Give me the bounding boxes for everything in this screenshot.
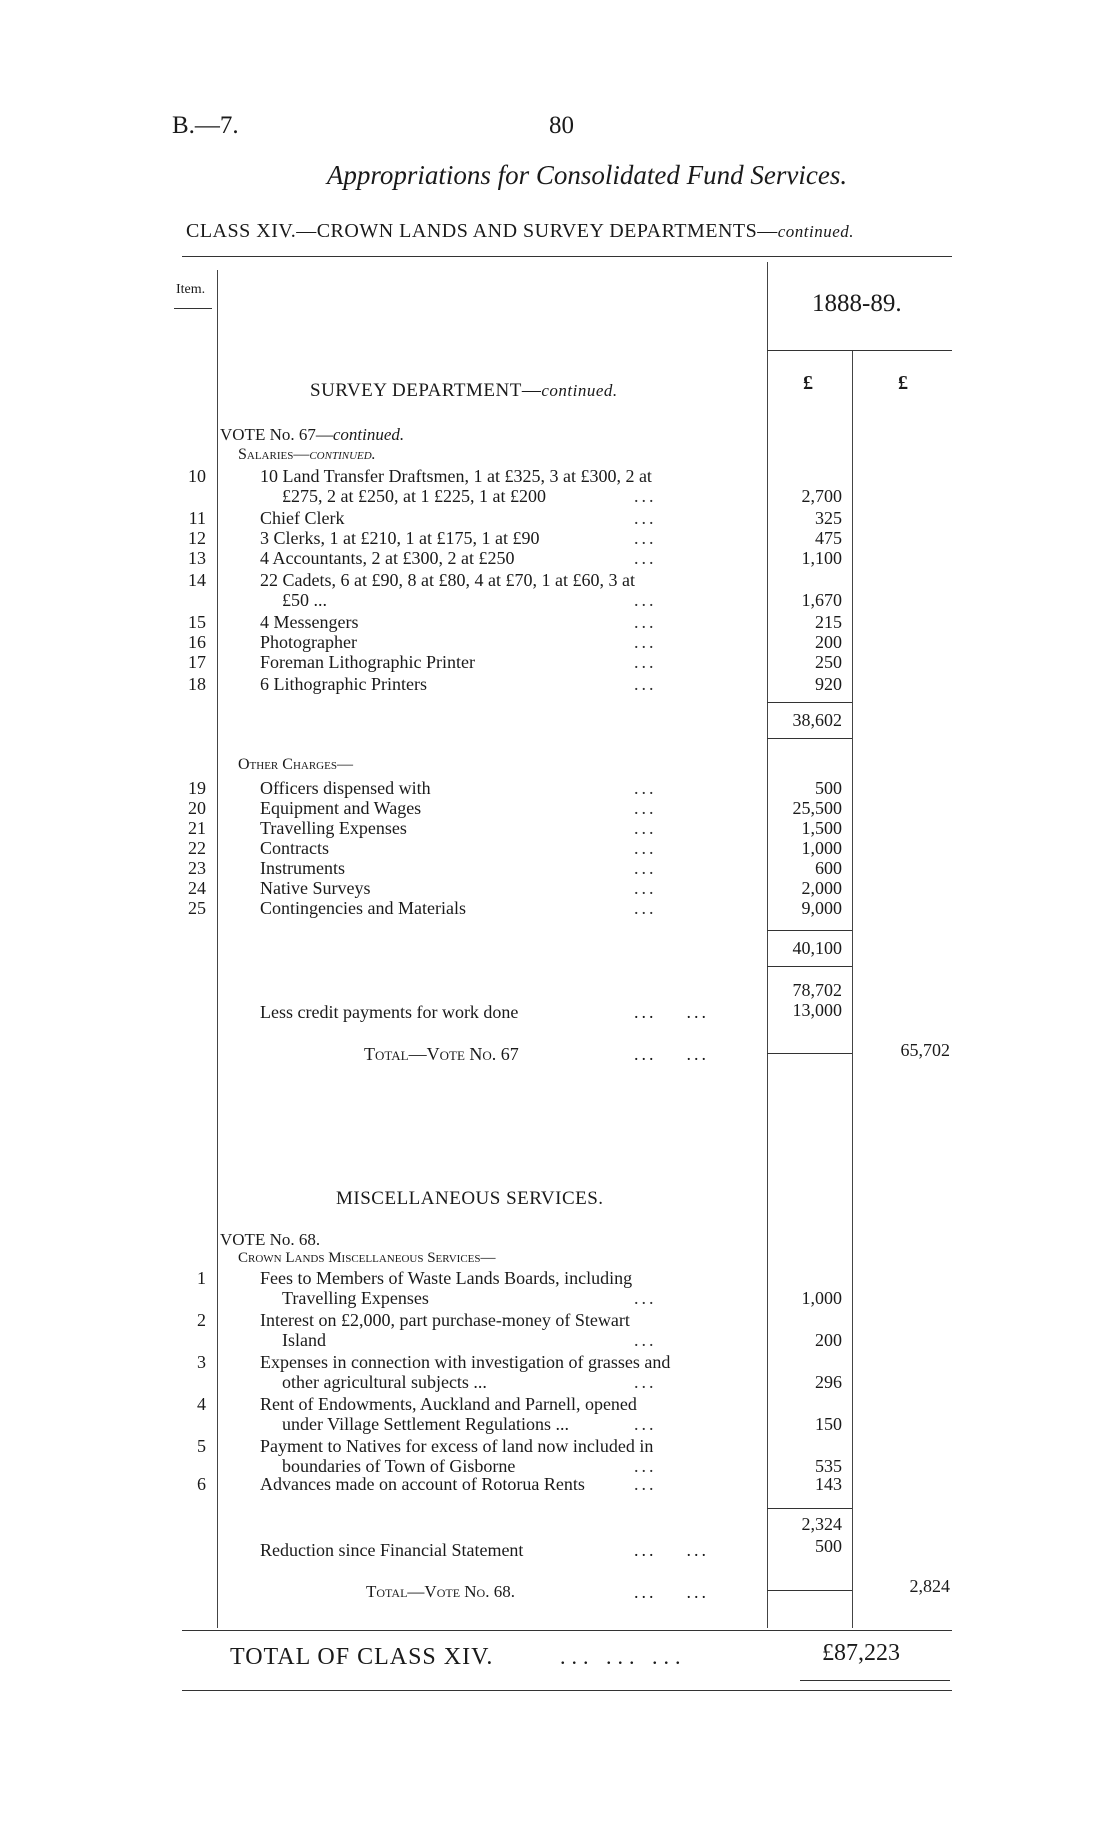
leader-dots: ... bbox=[634, 612, 657, 632]
item-description: 22 Cadets, 6 at £90, 8 at £80, 4 at £70, 1 at £60, 3 at bbox=[260, 570, 635, 590]
item-heading-rule bbox=[174, 308, 212, 309]
vote-67-label bbox=[220, 425, 404, 445]
item-description: Interest on £2,000, part purchase-money of Stewart bbox=[260, 1310, 630, 1330]
item-description-continued: £275, 2 at £250, at 1 £225, 1 at £200 bbox=[282, 486, 546, 506]
other-charge-row bbox=[0, 798, 1114, 819]
item-amount: 215 bbox=[815, 612, 842, 632]
class-total-label: TOTAL OF CLASS XIV. bbox=[230, 1644, 494, 1670]
survey-heading-suffix: continued. bbox=[541, 381, 618, 400]
misc-row-line1 bbox=[0, 1352, 1114, 1373]
other-charge-row bbox=[0, 858, 1114, 879]
item-description: Equipment and Wages bbox=[260, 798, 422, 818]
item-number: 17 bbox=[188, 652, 206, 672]
leader-dots: ... bbox=[634, 778, 657, 798]
year-header: 1888-89. bbox=[812, 290, 902, 317]
leader-dots: ... bbox=[634, 590, 657, 610]
item-number: 18 bbox=[188, 674, 206, 694]
pound-header-2: £ bbox=[898, 372, 908, 394]
vote-68-total-label: Total—Vote No. 68. bbox=[366, 1582, 515, 1601]
vote-67-text: VOTE No. 67— bbox=[220, 425, 333, 444]
other-charges-total: 40,100 bbox=[792, 938, 842, 958]
year-rule bbox=[767, 350, 952, 351]
salary-row-line1 bbox=[0, 466, 1114, 487]
misc-row-line2 bbox=[0, 1372, 1114, 1393]
salary-row bbox=[0, 674, 1114, 695]
page-number: 80 bbox=[549, 112, 574, 139]
vote-67-total-rule bbox=[767, 1053, 852, 1054]
leader-dots: ... bbox=[634, 486, 657, 506]
leader-dots: ... bbox=[634, 898, 657, 918]
item-amount: 1,000 bbox=[801, 1288, 842, 1308]
misc-row-line1 bbox=[0, 1268, 1114, 1289]
other-charge-row bbox=[0, 818, 1114, 839]
salary-row-line2 bbox=[0, 486, 1114, 507]
item-number: 15 bbox=[188, 612, 206, 632]
misc-subtotal: 2,324 bbox=[801, 1514, 842, 1534]
item-amount: 296 bbox=[815, 1372, 842, 1392]
item-amount: 535 bbox=[815, 1456, 842, 1476]
item-number: 2 bbox=[197, 1310, 206, 1330]
item-description: Native Surveys bbox=[260, 878, 371, 898]
item-description: 4 Accountants, 2 at £300, 2 at £250 bbox=[260, 548, 515, 568]
vote-68-total-rule bbox=[767, 1590, 852, 1591]
item-amount: 1,000 bbox=[801, 838, 842, 858]
vote-67-suffix: continued. bbox=[332, 425, 405, 444]
item-description: 4 Messengers bbox=[260, 612, 359, 632]
leader-dots: ... bbox=[634, 1288, 657, 1308]
other-total-rule-top bbox=[767, 930, 852, 931]
item-amount: 200 bbox=[815, 1330, 842, 1350]
other-total-rule-bottom bbox=[767, 966, 852, 967]
salary-row-line1 bbox=[0, 570, 1114, 591]
class-total-dots: ... ... ... bbox=[560, 1644, 687, 1669]
item-description-continued: other agricultural subjects ... bbox=[282, 1372, 487, 1392]
item-amount: 1,500 bbox=[801, 818, 842, 838]
item-description: Expenses in connection with investigation of grasses and bbox=[260, 1352, 671, 1372]
document-reference: B.—7. bbox=[172, 112, 239, 139]
item-column-header: Item. bbox=[176, 282, 206, 297]
misc-heading: MISCELLANEOUS SERVICES. bbox=[336, 1188, 604, 1209]
other-charge-row bbox=[0, 878, 1114, 899]
item-description: Instruments bbox=[260, 858, 345, 878]
vote-68-label: VOTE No. 68. bbox=[220, 1230, 321, 1249]
item-number: 14 bbox=[188, 570, 206, 590]
item-number: 23 bbox=[188, 858, 206, 878]
item-amount: 500 bbox=[815, 778, 842, 798]
item-number: 13 bbox=[188, 548, 206, 568]
item-number: 1 bbox=[197, 1268, 206, 1288]
salary-row-line2 bbox=[0, 590, 1114, 611]
salaries-total-rule-bottom bbox=[767, 738, 852, 739]
item-number: 25 bbox=[188, 898, 206, 918]
item-description: Rent of Endowments, Auckland and Parnell, opened bbox=[260, 1394, 637, 1414]
salary-row bbox=[0, 612, 1114, 633]
item-amount: 2,700 bbox=[801, 486, 842, 506]
item-amount: 25,500 bbox=[792, 798, 842, 818]
item-number: 4 bbox=[197, 1394, 206, 1414]
leader-dots: ... bbox=[634, 674, 657, 694]
item-description: Travelling Expenses bbox=[260, 818, 407, 838]
item-number: 16 bbox=[188, 632, 206, 652]
misc-row-line1 bbox=[0, 1310, 1114, 1331]
less-credit-dots: ... ... bbox=[634, 1002, 709, 1022]
salary-row bbox=[0, 548, 1114, 569]
leader-dots: ... bbox=[634, 1330, 657, 1350]
vote-68-total-dots: ... ... bbox=[634, 1582, 709, 1602]
item-description: 6 Lithographic Printers bbox=[260, 674, 427, 694]
class-total-rule-bottom bbox=[182, 1690, 952, 1691]
item-description-continued: £50 ... bbox=[282, 590, 327, 610]
leader-dots: ... bbox=[634, 1474, 657, 1494]
misc-subtotal-rule bbox=[767, 1508, 852, 1509]
item-description-continued: under Village Settlement Regulations ... bbox=[282, 1414, 570, 1434]
item-description: Chief Clerk bbox=[260, 508, 345, 528]
combined-total: 78,702 bbox=[792, 980, 842, 1000]
other-charges-heading: Other Charges— bbox=[238, 756, 353, 773]
misc-row-line1 bbox=[0, 1436, 1114, 1457]
item-number: 12 bbox=[188, 528, 206, 548]
item-description: Payment to Natives for excess of land now included in bbox=[260, 1436, 654, 1456]
survey-heading-text: SURVEY DEPARTMENT— bbox=[310, 380, 542, 401]
leader-dots: ... bbox=[634, 528, 657, 548]
pound-header-1: £ bbox=[803, 372, 813, 394]
vote-67-total: 65,702 bbox=[900, 1040, 950, 1060]
item-amount: 1,100 bbox=[801, 548, 842, 568]
class-title-suffix: continued. bbox=[777, 222, 855, 241]
misc-row bbox=[0, 1474, 1114, 1495]
item-amount: 200 bbox=[815, 632, 842, 652]
class-heading bbox=[186, 220, 854, 243]
salaries-total: 38,602 bbox=[792, 710, 842, 730]
item-number: 11 bbox=[188, 508, 206, 528]
other-charge-row bbox=[0, 778, 1114, 799]
class-total-rule-mid bbox=[800, 1680, 950, 1681]
salary-row bbox=[0, 632, 1114, 653]
class-total-rule-top bbox=[182, 1630, 952, 1631]
reduction-amount: 500 bbox=[815, 1536, 842, 1556]
salary-row bbox=[0, 528, 1114, 549]
item-description: Advances made on account of Rotorua Rents bbox=[260, 1474, 585, 1494]
leader-dots: ... bbox=[634, 858, 657, 878]
reduction-dots: ... ... bbox=[634, 1540, 709, 1560]
misc-row-line2 bbox=[0, 1288, 1114, 1309]
reduction-label: Reduction since Financial Statement bbox=[260, 1540, 524, 1560]
item-description: Fees to Members of Waste Lands Boards, including bbox=[260, 1268, 633, 1288]
item-amount: 475 bbox=[815, 528, 842, 548]
item-amount: 9,000 bbox=[801, 898, 842, 918]
leader-dots: ... bbox=[634, 652, 657, 672]
item-number: 10 bbox=[188, 466, 206, 486]
page-title: Appropriations for Consolidated Fund Services. bbox=[326, 160, 848, 190]
salary-row bbox=[0, 652, 1114, 673]
misc-row-line2 bbox=[0, 1414, 1114, 1435]
item-amount: 150 bbox=[815, 1414, 842, 1434]
item-number: 19 bbox=[188, 778, 206, 798]
item-number: 21 bbox=[188, 818, 206, 838]
item-amount: 250 bbox=[815, 652, 842, 672]
salary-row bbox=[0, 508, 1114, 529]
item-description-continued: Island bbox=[282, 1330, 326, 1350]
item-description: Photographer bbox=[260, 632, 357, 652]
class-total-amount: £87,223 bbox=[822, 1640, 900, 1666]
item-number: 20 bbox=[188, 798, 206, 818]
misc-row-line2 bbox=[0, 1330, 1114, 1351]
less-credit-amount: 13,000 bbox=[792, 1000, 842, 1020]
item-amount: 325 bbox=[815, 508, 842, 528]
misc-sub-heading: Crown Lands Miscellaneous Services— bbox=[238, 1250, 496, 1266]
item-number: 5 bbox=[197, 1436, 206, 1456]
salaries-heading-suffix: continued. bbox=[309, 446, 376, 463]
vote-67-total-label: Total—Vote No. 67 bbox=[364, 1044, 519, 1064]
leader-dots: ... bbox=[634, 1456, 657, 1476]
vote-68-total: 2,824 bbox=[909, 1576, 950, 1596]
item-amount: 920 bbox=[815, 674, 842, 694]
item-description-continued: Travelling Expenses bbox=[282, 1288, 429, 1308]
item-description-continued: boundaries of Town of Gisborne bbox=[282, 1456, 516, 1476]
salaries-heading bbox=[238, 446, 376, 464]
leader-dots: ... bbox=[634, 798, 657, 818]
leader-dots: ... bbox=[634, 818, 657, 838]
salaries-heading-text: Salaries— bbox=[238, 446, 310, 463]
salaries-total-rule-top bbox=[767, 702, 852, 703]
item-description: Officers dispensed with bbox=[260, 778, 431, 798]
item-number: 6 bbox=[197, 1474, 206, 1494]
item-number: 22 bbox=[188, 838, 206, 858]
item-amount: 2,000 bbox=[801, 878, 842, 898]
vote-67-total-dots: ... ... bbox=[634, 1044, 709, 1064]
leader-dots: ... bbox=[634, 838, 657, 858]
other-charge-row bbox=[0, 898, 1114, 919]
misc-row-line1 bbox=[0, 1394, 1114, 1415]
top-rule bbox=[182, 256, 952, 257]
leader-dots: ... bbox=[634, 632, 657, 652]
item-description: Foreman Lithographic Printer bbox=[260, 652, 475, 672]
other-charge-row bbox=[0, 838, 1114, 859]
leader-dots: ... bbox=[634, 508, 657, 528]
item-number: 24 bbox=[188, 878, 206, 898]
item-description: 10 Land Transfer Draftsmen, 1 at £325, 3 at £300, 2 at bbox=[260, 466, 652, 486]
leader-dots: ... bbox=[634, 548, 657, 568]
item-number: 3 bbox=[197, 1352, 206, 1372]
item-description: Contingencies and Materials bbox=[260, 898, 466, 918]
item-amount: 1,670 bbox=[801, 590, 842, 610]
survey-heading bbox=[310, 380, 618, 402]
item-description: Contracts bbox=[260, 838, 329, 858]
item-amount: 143 bbox=[815, 1474, 842, 1494]
leader-dots: ... bbox=[634, 1372, 657, 1392]
item-description: 3 Clerks, 1 at £210, 1 at £175, 1 at £90 bbox=[260, 528, 540, 548]
less-credit-label: Less credit payments for work done bbox=[260, 1002, 519, 1022]
item-amount: 600 bbox=[815, 858, 842, 878]
leader-dots: ... bbox=[634, 878, 657, 898]
class-title: CLASS XIV.—CROWN LANDS AND SURVEY DEPARTMENTS— bbox=[186, 220, 778, 242]
leader-dots: ... bbox=[634, 1414, 657, 1434]
